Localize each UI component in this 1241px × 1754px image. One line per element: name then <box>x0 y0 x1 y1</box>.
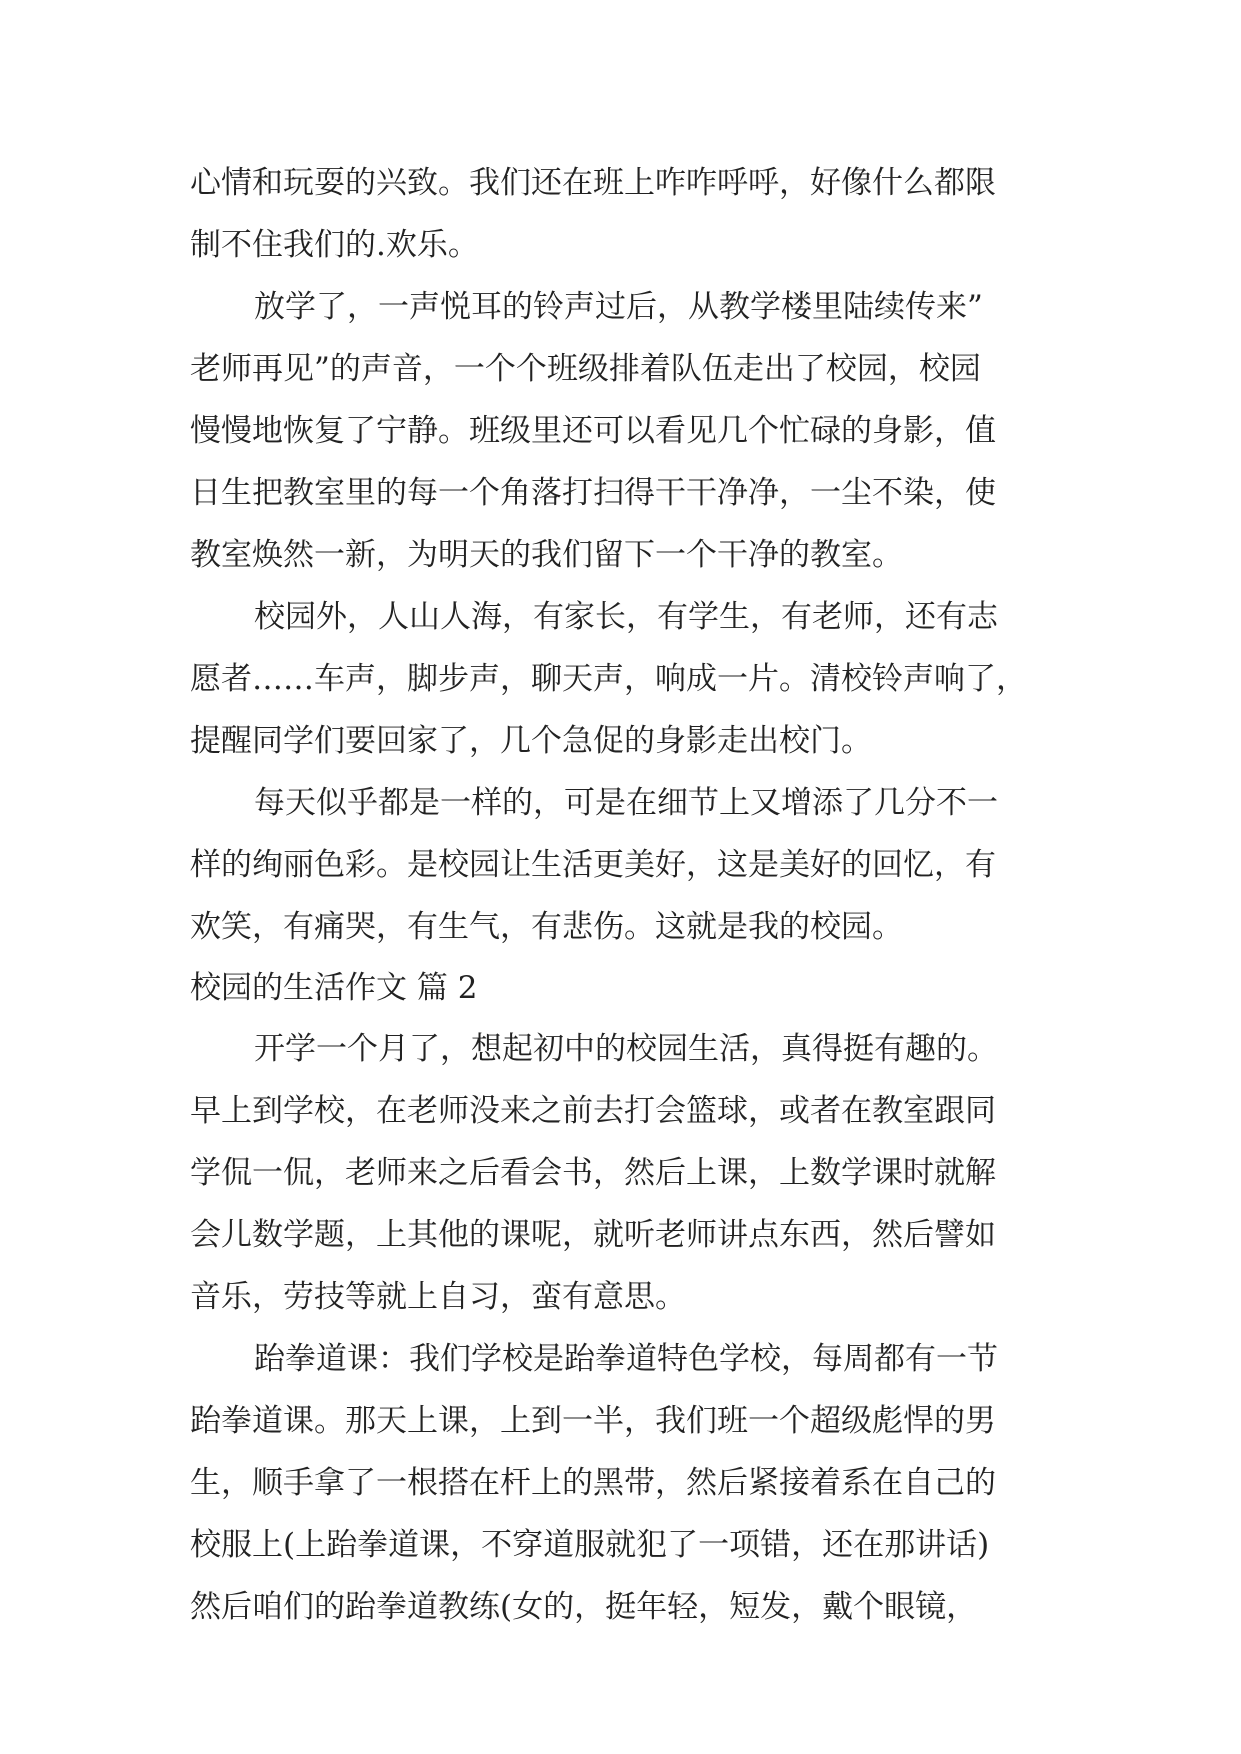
text-line: 放学了，一声悦耳的铃声过后，从教学楼里陆续传来” <box>254 289 983 325</box>
text-line: 学侃一侃，老师来之后看会书，然后上课，上数学课时就解 <box>190 1155 996 1191</box>
text-line: 慢慢地恢复了宁静。班级里还可以看见几个忙碌的身影，值 <box>190 413 996 449</box>
text-line: 开学一个月了，想起初中的校园生活，真得挺有趣的。 <box>254 1031 998 1067</box>
text-line: 生，顺手拿了一根搭在杆上的黑带，然后紧接着系在自己的 <box>190 1465 996 1501</box>
text-line: 制不住我们的.欢乐。 <box>190 227 479 263</box>
text-line: 心情和玩耍的兴致。我们还在班上咋咋呼呼，好像什么都限 <box>190 165 996 201</box>
text-line: 校服上(上跆拳道课，不穿道服就犯了一项错，还在那讲话) <box>190 1527 990 1563</box>
text-line: 每天似乎都是一样的，可是在细节上又增添了几分不一 <box>254 785 998 821</box>
text-line: 然后咱们的跆拳道教练(女的，挺年轻，短发，戴个眼镜， <box>190 1589 978 1625</box>
text-line: 会儿数学题，上其他的课呢，就听老师讲点东西，然后譬如 <box>190 1217 996 1253</box>
text-line: 愿者……车声，脚步声，聊天声，响成一片。清校铃声响了， <box>190 661 1027 697</box>
text-line: 老师再见”的声音，一个个班级排着队伍走出了校园，校园 <box>190 351 981 387</box>
text-line: 早上到学校，在老师没来之前去打会篮球，或者在教室跟同 <box>190 1093 996 1129</box>
section-heading: 校园的生活作文 篇 2 <box>190 970 478 1006</box>
text-line: 日生把教室里的每一个角落打扫得干干净净，一尘不染，使 <box>190 475 996 511</box>
text-line: 跆拳道课。那天上课，上到一半，我们班一个超级彪悍的男 <box>190 1403 996 1439</box>
text-line: 教室焕然一新，为明天的我们留下一个干净的教室。 <box>190 537 903 573</box>
text-line: 校园外，人山人海，有家长，有学生，有老师，还有志 <box>254 599 998 635</box>
text-line: 音乐，劳技等就上自习，蛮有意思。 <box>190 1279 686 1315</box>
text-line: 跆拳道课：我们学校是跆拳道特色学校，每周都有一节 <box>254 1341 998 1377</box>
text-line: 样的绚丽色彩。是校园让生活更美好，这是美好的回忆，有 <box>190 847 996 883</box>
essay-text <box>190 152 1070 1638</box>
text-line: 提醒同学们要回家了，几个急促的身影走出校门。 <box>190 723 872 759</box>
text-line: 欢笑，有痛哭，有生气，有悲伤。这就是我的校园。 <box>190 909 903 945</box>
